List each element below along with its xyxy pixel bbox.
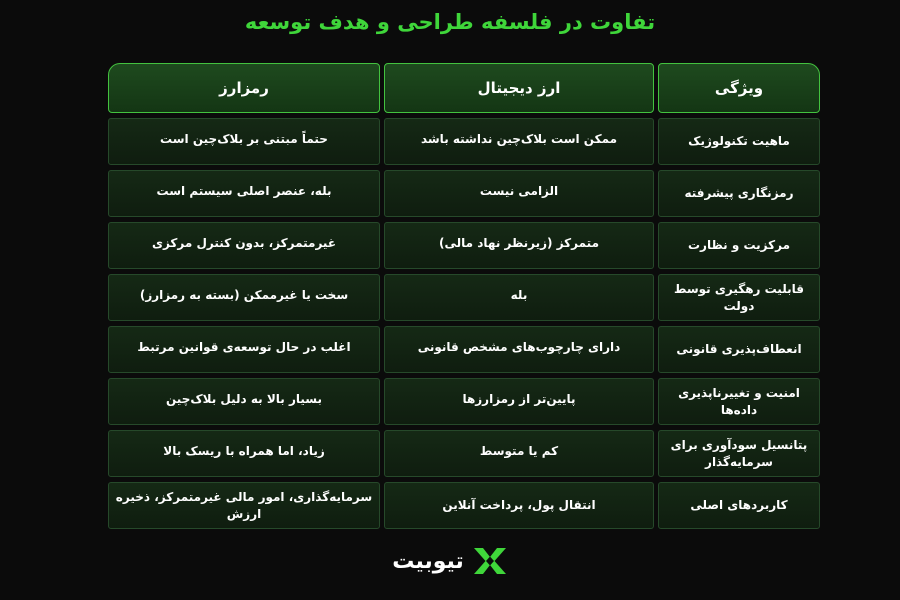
row-cryptocurrency-cell: غیرمتمرکز، بدون کنترل مرکزی [108, 222, 380, 269]
row-digital-currency-cell: پایین‌تر از رمزارزها [384, 378, 654, 425]
row-digital-currency-cell: انتقال پول، پرداخت آنلاین [384, 482, 654, 529]
row-feature-cell: پتانسیل سودآوری برای سرمایه‌گذار [658, 430, 820, 477]
row-cryptocurrency-cell: حتماً مبتنی بر بلاک‌چین است [108, 118, 380, 165]
row-feature-cell: کاربردهای اصلی [658, 482, 820, 529]
header-feature: ویژگی [658, 63, 820, 113]
logo-mark-icon [472, 546, 508, 576]
header-digital-currency: ارز دیجیتال [384, 63, 654, 113]
row-digital-currency-cell: متمرکز (زیرنظر نهاد مالی) [384, 222, 654, 269]
row-feature-cell: مرکزیت و نظارت [658, 222, 820, 269]
row-digital-currency-cell: ممکن است بلاک‌چین نداشته باشد [384, 118, 654, 165]
row-feature-cell: امنیت و تغییرناپذیری داده‌ها [658, 378, 820, 425]
brand-name: تیوبیت [392, 548, 464, 574]
row-cryptocurrency-cell: بله، عنصر اصلی سیستم است [108, 170, 380, 217]
row-feature-cell: قابلیت رهگیری توسط دولت [658, 274, 820, 321]
row-feature-cell: رمزنگاری پیشرفته [658, 170, 820, 217]
row-cryptocurrency-cell: سخت یا غیرممکن (بسته به رمزارز) [108, 274, 380, 321]
row-digital-currency-cell: کم یا متوسط [384, 430, 654, 477]
brand-logo [0, 546, 900, 576]
page-title: تفاوت در فلسفه طراحی و هدف توسعه [244, 10, 656, 34]
row-feature-cell: ماهیت تکنولوژیک [658, 118, 820, 165]
row-feature-cell: انعطاف‌پذیری قانونی [658, 326, 820, 373]
row-cryptocurrency-cell: بسیار بالا به دلیل بلاک‌چین [108, 378, 380, 425]
row-digital-currency-cell: الزامی نیست [384, 170, 654, 217]
comparison-table [80, 63, 820, 529]
header-cryptocurrency: رمزارز [108, 63, 380, 113]
row-cryptocurrency-cell: سرمایه‌گذاری، امور مالی غیرمتمرکز، ذخیره ارزش [108, 482, 380, 529]
row-cryptocurrency-cell: زیاد، اما همراه با ریسک بالا [108, 430, 380, 477]
row-digital-currency-cell: بله [384, 274, 654, 321]
row-cryptocurrency-cell: اغلب در حال توسعه‌ی قوانین مرتبط [108, 326, 380, 373]
row-digital-currency-cell: دارای چارچوب‌های مشخص قانونی [384, 326, 654, 373]
